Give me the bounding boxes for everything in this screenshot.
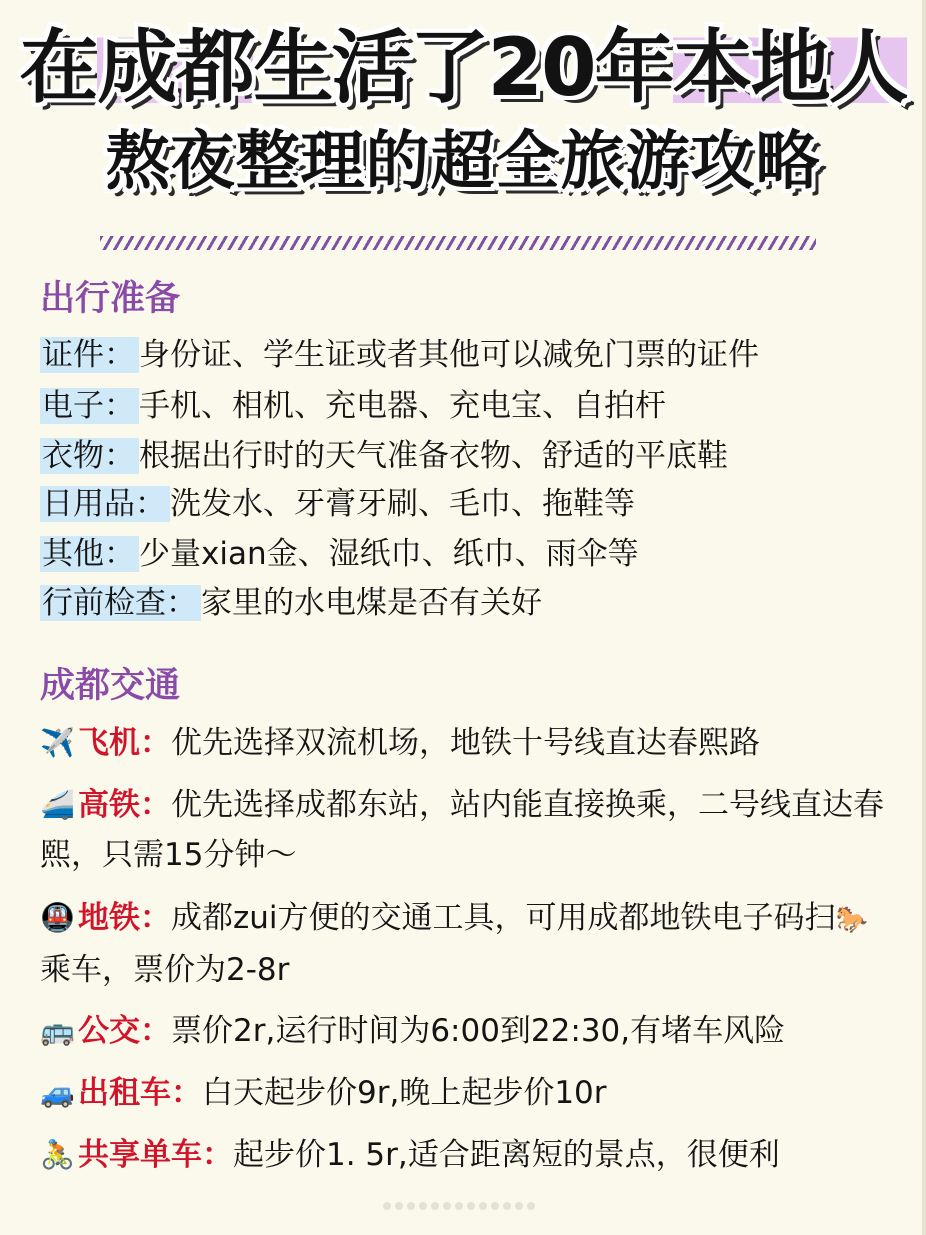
prep-item xyxy=(40,482,635,526)
prep-label: 电子 ： xyxy=(40,388,139,424)
bicycle-icon: 🚴 xyxy=(40,1138,75,1171)
traffic-item-high-speed-rail xyxy=(40,780,890,880)
prep-text: 手机、相机、充电器、充电宝、自拍杆 xyxy=(139,388,666,424)
prep-label: 行前检查 ： xyxy=(40,585,201,621)
title-line-1 xyxy=(0,20,926,116)
page-dot xyxy=(419,1202,427,1210)
traffic-label: 出租车 ： xyxy=(78,1075,202,1111)
prep-item xyxy=(40,434,728,478)
bus-icon: 🚌 xyxy=(40,1014,75,1047)
prep-item xyxy=(40,333,759,377)
prep-text: 根据出行时的天气准备衣物、舒适的平底鞋 xyxy=(139,438,728,474)
traffic-label: 飞机 ： xyxy=(78,725,171,761)
page-dot xyxy=(431,1202,439,1210)
prep-text: 少量xian金、湿纸巾、纸巾、雨伞等 xyxy=(139,536,639,572)
page-dot xyxy=(383,1202,391,1210)
title-text: 生活了20年 xyxy=(253,21,673,114)
prep-label: 其他 ： xyxy=(40,536,139,572)
traffic-text: 票价2r,运行时间为6:00到22:30,有堵车风险 xyxy=(171,1013,786,1049)
airplane-icon: ✈️ xyxy=(40,726,75,759)
prep-item xyxy=(40,532,639,576)
page-dot xyxy=(503,1202,511,1210)
section-title-traffic: 成都交通 xyxy=(40,666,181,706)
title-highlight-chengdu: 成都 xyxy=(97,21,254,114)
prep-item xyxy=(40,384,666,428)
page-dot xyxy=(407,1202,415,1210)
page-dot xyxy=(491,1202,499,1210)
prep-label: 衣物 ： xyxy=(40,438,139,474)
prep-text: 身份证、学生证或者其他可以减免门票的证件 xyxy=(139,337,759,373)
page-dot xyxy=(443,1202,451,1210)
page-dot xyxy=(395,1202,403,1210)
prep-item xyxy=(40,581,542,625)
page-dot xyxy=(455,1202,463,1210)
page-dot xyxy=(515,1202,523,1210)
horse-icon: 🐎 xyxy=(835,905,868,935)
traffic-label: 地铁 ： xyxy=(78,900,171,936)
traffic-label: 共享单车 ： xyxy=(78,1137,233,1173)
page-indicator xyxy=(383,1202,543,1216)
metro-icon: 🚇 xyxy=(40,901,75,934)
traffic-text: 乘车，票价为2-8r xyxy=(40,952,290,988)
prep-label: 证件 ： xyxy=(40,337,139,373)
title-highlight-local: 本地人 xyxy=(672,21,907,114)
page-dot xyxy=(479,1202,487,1210)
section-title-prep: 出行准备 xyxy=(40,279,181,319)
traffic-item-bus xyxy=(40,1006,890,1056)
traffic-label: 高铁 ： xyxy=(78,787,171,823)
traffic-item-metro xyxy=(40,893,890,995)
traffic-text: 起步价1. 5r,适合距离短的景点，很便利 xyxy=(233,1137,780,1173)
subtitle-text: 熬夜整理的超全旅游攻略 xyxy=(105,125,821,199)
traffic-text: 成都zui方便的交通工具，可用成都地铁电子码扫 xyxy=(171,900,836,936)
prep-text: 家里的水电煤是否有关好 xyxy=(201,585,542,621)
taxi-icon: 🚙 xyxy=(40,1076,75,1109)
striped-divider xyxy=(100,236,816,250)
traffic-label: 公交 ： xyxy=(78,1013,171,1049)
traffic-text: 白天起步价9r,晚上起步价10r xyxy=(202,1075,607,1111)
traffic-item-taxi xyxy=(40,1068,890,1118)
title-line-2 xyxy=(0,122,926,202)
traffic-item-shared-bike xyxy=(40,1130,890,1180)
traffic-item-airplane xyxy=(40,718,890,768)
prep-label: 日用品 ： xyxy=(40,486,170,522)
page-dot xyxy=(527,1202,535,1210)
high-speed-train-icon: 🚄 xyxy=(40,788,75,821)
page-dot xyxy=(467,1202,475,1210)
traffic-text: 优先选择成都东站，站内能直接换乘，二号线直达春熙，只需15分钟～ xyxy=(40,787,884,873)
prep-text: 洗发水、牙膏牙刷、毛巾、拖鞋等 xyxy=(170,486,635,522)
traffic-text: 优先选择双流机场，地铁十号线直达春熙路 xyxy=(171,725,760,761)
title-text: 在 xyxy=(19,21,98,114)
